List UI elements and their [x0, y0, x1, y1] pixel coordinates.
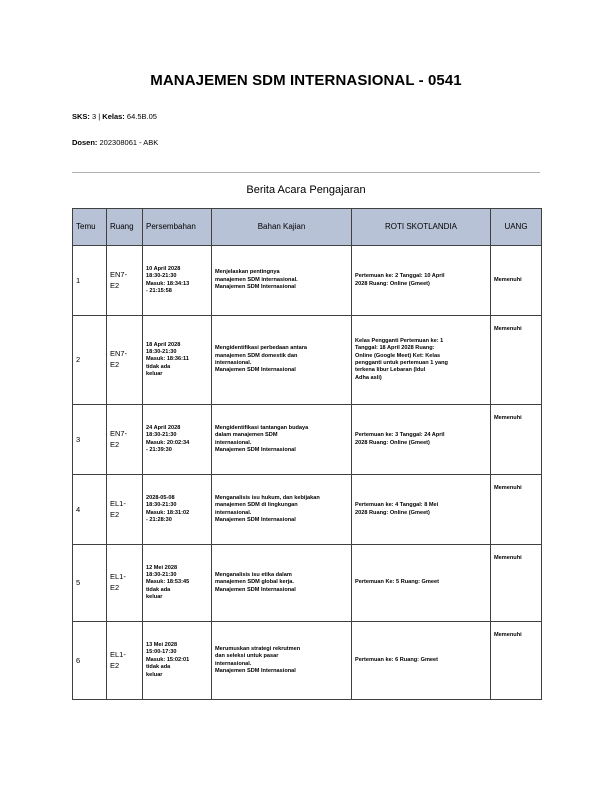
cell-ruang: EN7- E2	[107, 246, 143, 316]
column-header-bahan-kajian: Bahan Kajian	[212, 209, 352, 246]
cell-temu: 3	[73, 405, 107, 475]
section-title: Berita Acara Pengajaran	[246, 184, 366, 196]
cell-bahan-kajian: Mengidentifikasi perbedaan antara manajemen SDM domestik dan internasional. Manajemen SDM Internasional	[212, 316, 352, 405]
cell-ruang: EN7- E2	[107, 316, 143, 405]
cell-roti-skotlandia: Pertemuan ke: 2 Tanggal: 10 April 2028 Ruang: Online (Gmeet)	[352, 246, 491, 316]
cell-uang: Memenuhi	[491, 545, 542, 622]
cell-uang: Memenuhi	[491, 405, 542, 475]
cell-temu: 1	[73, 246, 107, 316]
cell-temu: 2	[73, 316, 107, 405]
cell-persembahan: 24 April 2028 18:30-21:30 Masuk: 20:02:34 - 21:39:30	[143, 405, 212, 475]
cell-persembahan: 2028-05-08 18:30-21:30 Masuk: 18:31:02 - 21:28:30	[143, 475, 212, 545]
cell-ruang: EL1- E2	[107, 475, 143, 545]
page-title: MANAJEMEN SDM INTERNASIONAL - 0541	[150, 72, 462, 89]
table-row	[73, 545, 542, 622]
cell-roti-skotlandia: Pertemuan ke: 3 Tanggal: 24 April 2028 Ruang: Online (Gmeet)	[352, 405, 491, 475]
cell-ruang: EL1- E2	[107, 545, 143, 622]
cell-uang: Memenuhi	[491, 246, 542, 316]
column-header-uang: UANG	[491, 209, 542, 246]
course-meta-line	[72, 112, 157, 121]
cell-temu: 5	[73, 545, 107, 622]
teaching-record-table	[72, 208, 542, 700]
cell-uang: Memenuhi	[491, 622, 542, 700]
column-header-ruang: Ruang	[107, 209, 143, 246]
table-row	[73, 622, 542, 700]
cell-persembahan: 18 April 2028 18:30-21:30 Masuk: 18:36:11 tidak ada keluar	[143, 316, 212, 405]
cell-bahan-kajian: Menjelaskan pentingnya manajemen SDM internasional. Manajemen SDM Internasional	[212, 246, 352, 316]
cell-bahan-kajian: Mengidentifikasi tantangan budaya dalam manajemen SDM internasional. Manajemen SDM Internasional	[212, 405, 352, 475]
dosen-value: 202308061 - ABK	[97, 138, 159, 147]
cell-uang: Memenuhi	[491, 316, 542, 405]
table-row	[73, 246, 542, 316]
cell-roti-skotlandia: Pertemuan ke: 4 Tanggal: 8 Mei 2028 Ruang: Online (Gmeet)	[352, 475, 491, 545]
divider	[72, 172, 540, 173]
cell-ruang: EL1- E2	[107, 622, 143, 700]
cell-roti-skotlandia: Pertemuan Ke: 5 Ruang: Gmeet	[352, 545, 491, 622]
cell-uang: Memenuhi	[491, 475, 542, 545]
cell-roti-skotlandia: Pertemuan ke: 6 Ruang: Gmeet	[352, 622, 491, 700]
cell-ruang: EN7- E2	[107, 405, 143, 475]
column-header-roti-skotlandia: ROTI SKOTLANDIA	[352, 209, 491, 246]
column-header-persembahan: Persembahan	[143, 209, 212, 246]
cell-persembahan: 13 Mei 2028 15:00-17:30 Masuk: 15:02:01 tidak ada keluar	[143, 622, 212, 700]
sks-label: SKS:	[72, 112, 90, 121]
cell-persembahan: 10 April 2028 18:30-21:30 Masuk: 18:34:13 - 21:15:58	[143, 246, 212, 316]
table-row	[73, 405, 542, 475]
table-header-row	[73, 209, 542, 246]
cell-persembahan: 12 Mei 2028 18:30-21:30 Masuk: 18:53:45 tidak ada keluar	[143, 545, 212, 622]
cell-bahan-kajian: Menganalisis isu etika dalam manajemen SDM global kerja. Manajemen SDM Internasional	[212, 545, 352, 622]
kelas-value: 64.5B.05	[124, 112, 157, 121]
cell-roti-skotlandia: Kelas Pengganti Pertemuan ke: 1 Tanggal: 18 April 2028 Ruang: Online (Google Meet) Ket: Kelas pengganti untuk pertemuan 1 yang terkena libur Lebaran (Idul Adha asli)	[352, 316, 491, 405]
table-row	[73, 475, 542, 545]
lecturer-line	[72, 138, 158, 147]
kelas-label: Kelas:	[102, 112, 125, 121]
cell-bahan-kajian: Merumuskan strategi rekrutmen dan seleksi untuk pasar internasional. Manajemen SDM Internasional	[212, 622, 352, 700]
dosen-label: Dosen:	[72, 138, 98, 147]
cell-temu: 4	[73, 475, 107, 545]
cell-bahan-kajian: Menganalisis isu hukum, dan kebijakan manajemen SDM di lingkungan internasional. Manajemen SDM Internasional	[212, 475, 352, 545]
cell-temu: 6	[73, 622, 107, 700]
sks-value: 3 |	[89, 112, 103, 121]
column-header-temu: Temu	[73, 209, 107, 246]
table-row	[73, 316, 542, 405]
